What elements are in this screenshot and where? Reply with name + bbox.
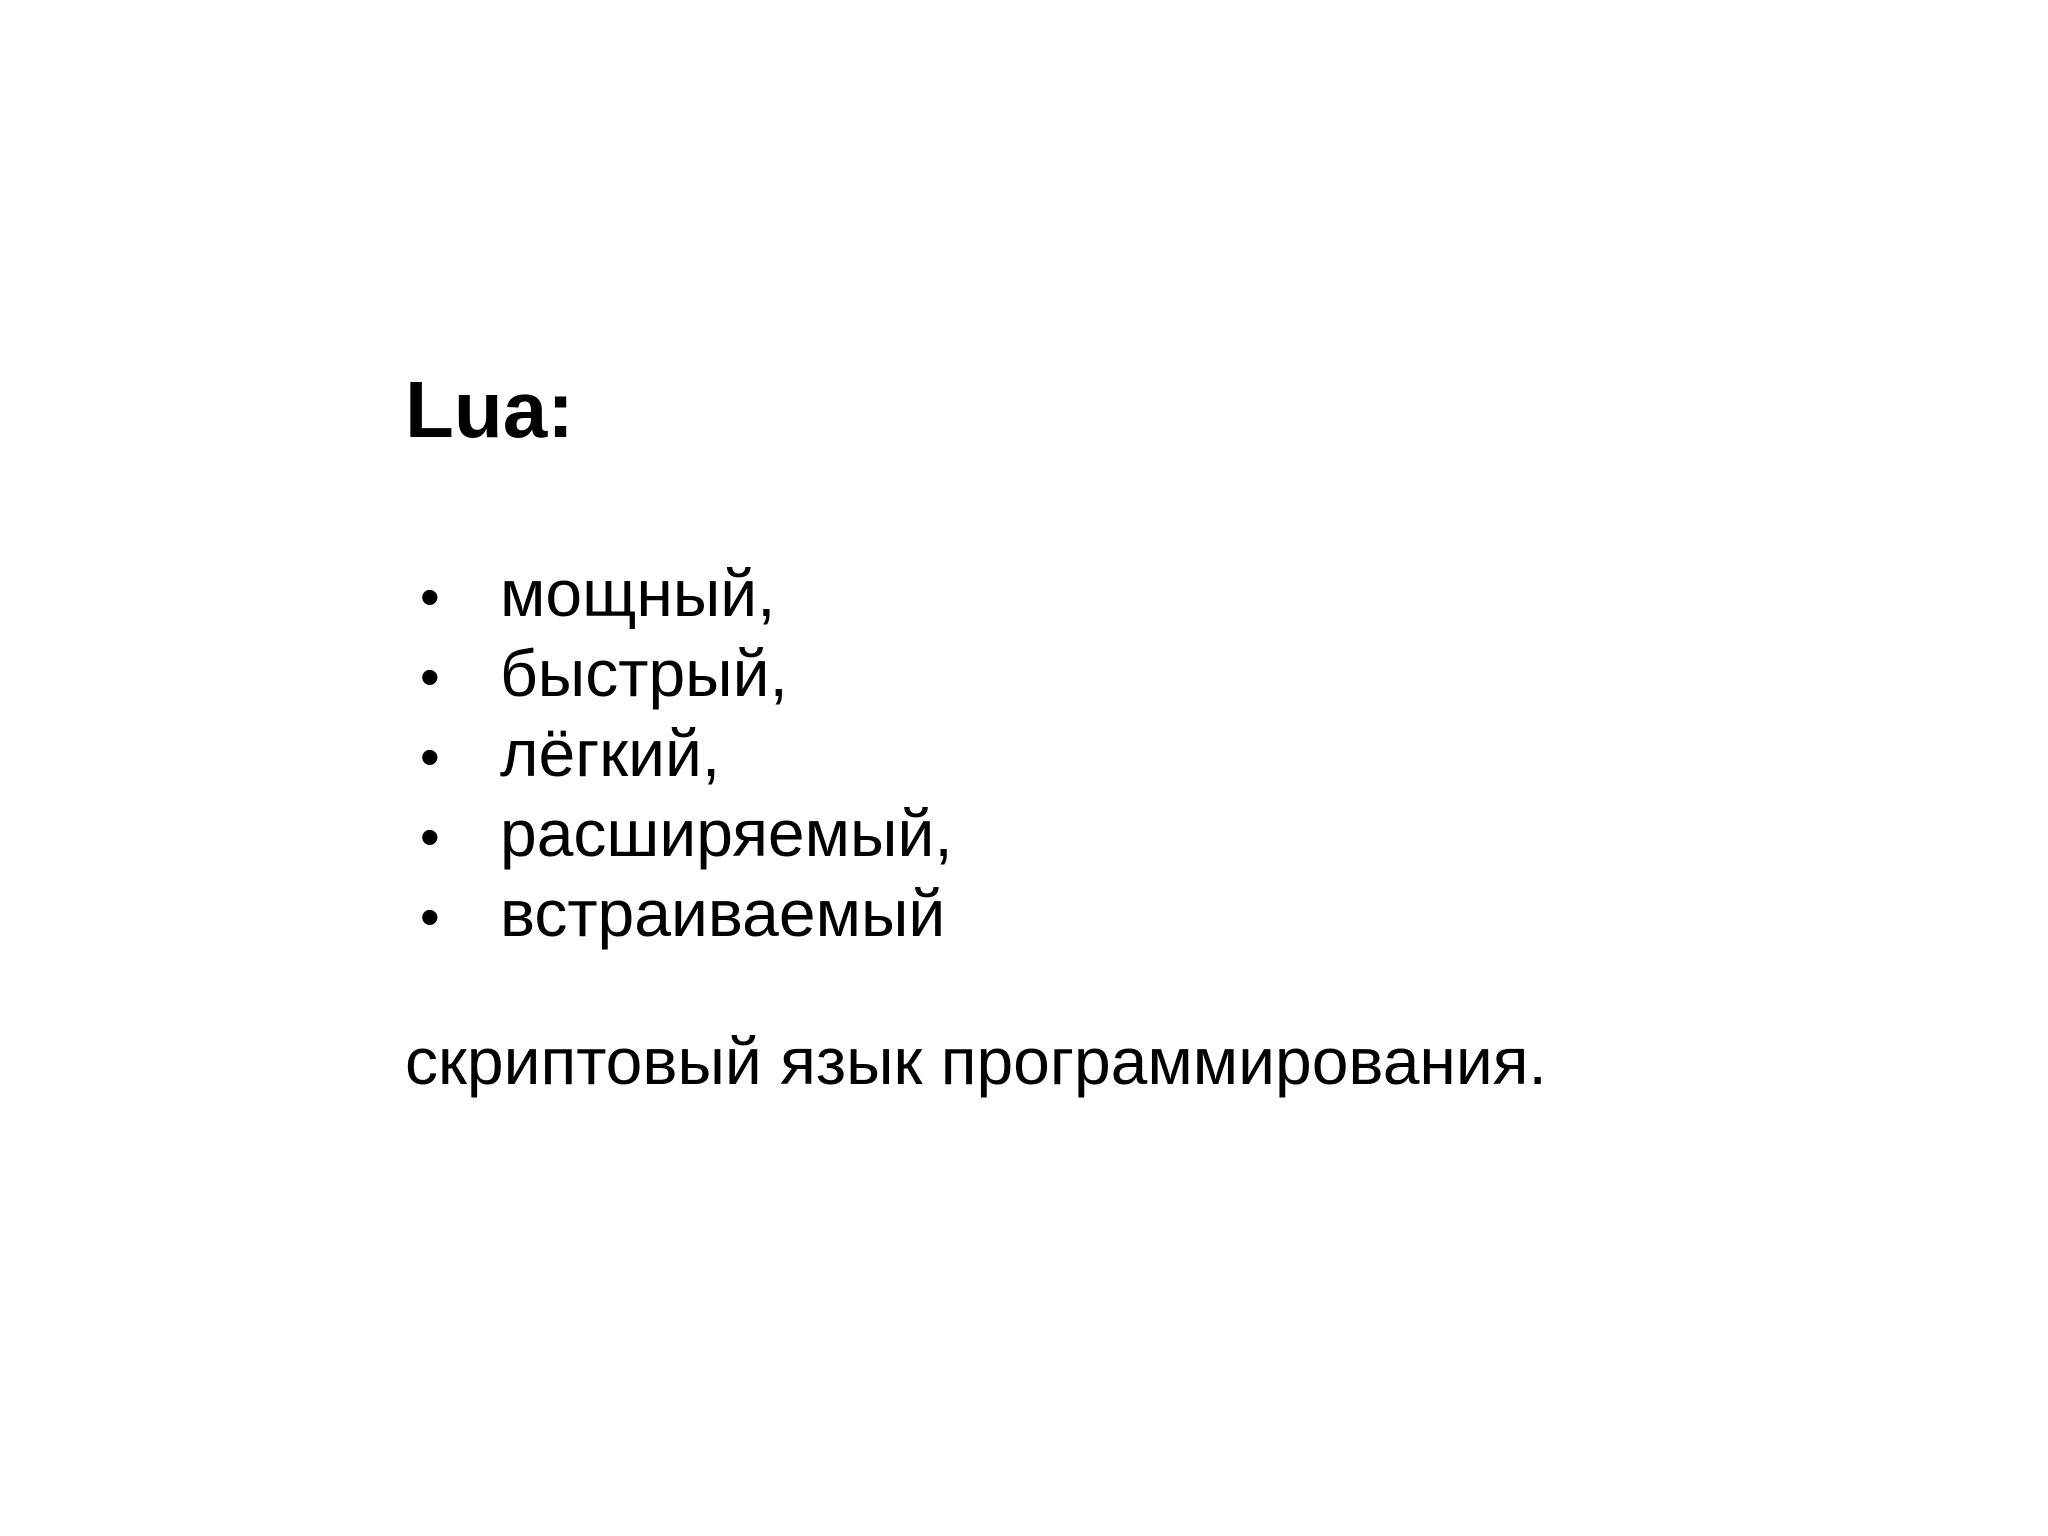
bullet-icon: • <box>420 805 440 868</box>
slide-title: Lua: <box>405 365 574 454</box>
bullet-icon: • <box>420 565 440 628</box>
list-item <box>420 633 953 713</box>
bullet-list <box>420 553 953 953</box>
bullet-text: лёгкий, <box>500 716 721 790</box>
bullet-icon: • <box>420 645 440 708</box>
list-item <box>420 873 953 953</box>
bullet-icon: • <box>420 725 440 788</box>
list-item <box>420 793 953 873</box>
bullet-text: мощный, <box>500 556 776 630</box>
bullet-text: быстрый, <box>500 636 788 710</box>
list-item <box>420 713 953 793</box>
summary-text: скриптовый язык программирования. <box>405 1024 1547 1098</box>
bullet-text: расширяемый, <box>500 796 953 870</box>
list-item <box>420 553 953 633</box>
bullet-icon: • <box>420 885 440 948</box>
bullet-text: встраиваемый <box>500 876 946 950</box>
